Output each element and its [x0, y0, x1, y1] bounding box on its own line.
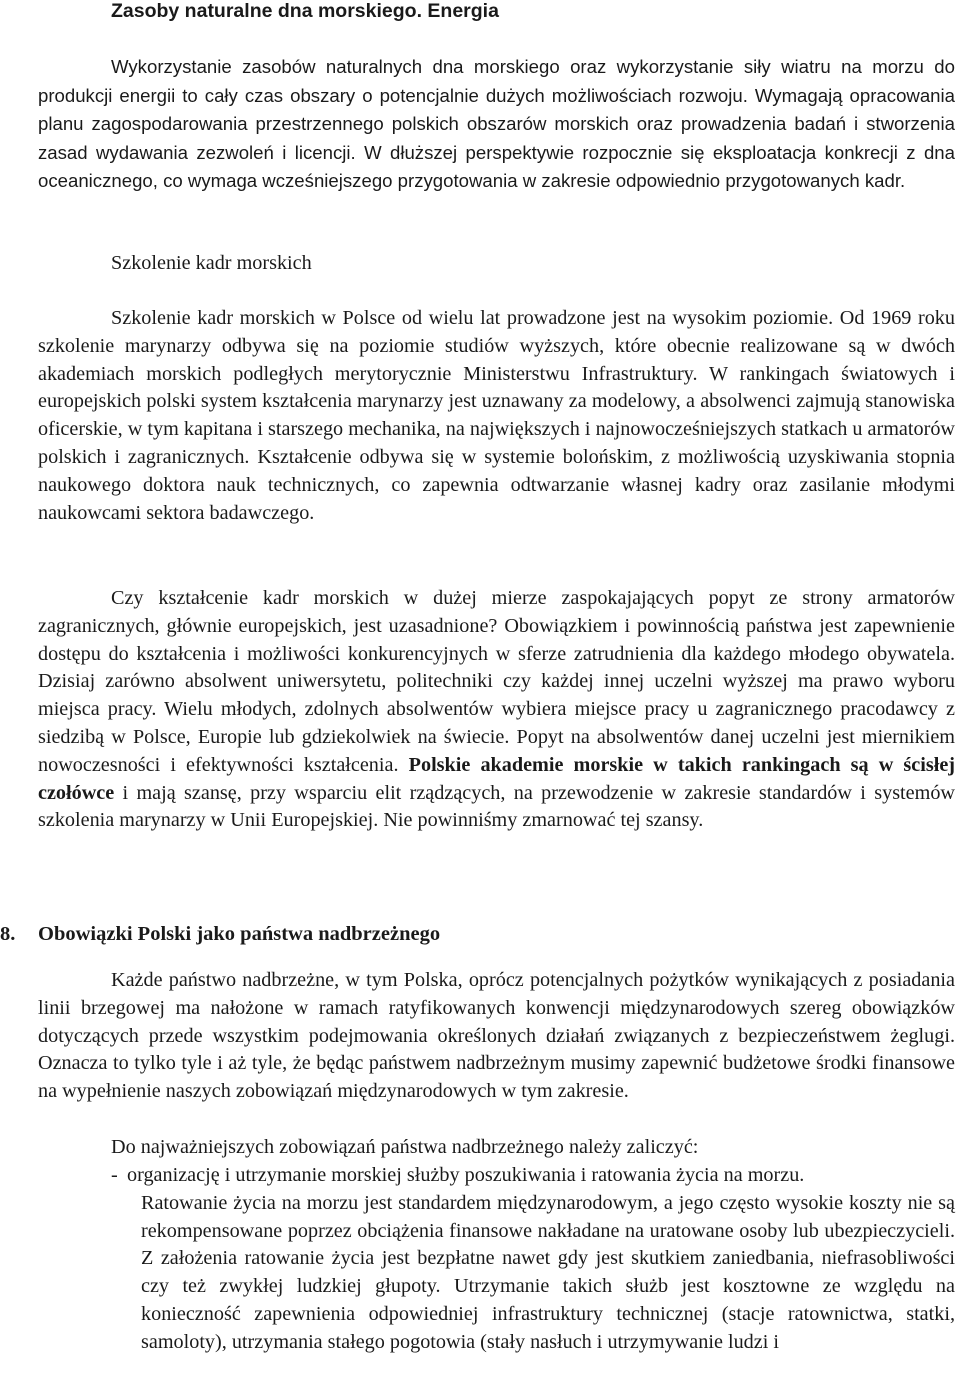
- energy-paragraph: Wykorzystanie zasobów naturalnych dna morskiego oraz wykorzystanie siły wiatru na morzu do produkcji energii to cały czas obszary o potencjalnie dużych możliwościach rozwoju. Wymagają opracowania planu zagospodarowania przestrzennego polskich obszarów morskich oraz prowadzenia badań i stworzenia zasad wydawania zezwoleń i licencji. W dłuższej perspektywie rozpocznie się eksploatacja konkrecji z dna oceanicznego, co wymaga wcześniejszego przygotowania w zakresie odpowiednio przygotowanych kadr.: [38, 56, 955, 191]
- list-dash: -: [111, 1164, 118, 1186]
- training-paragraph-2: [38, 585, 955, 835]
- training-heading: Szkolenie kadr morskich: [111, 252, 312, 274]
- section-8-title: Obowiązki Polski jako państwa nadbrzeżnego: [38, 923, 441, 945]
- training-paragraph-2-end: i mają szansę, przy wsparciu elit rządzących, na przewodzenie w zakresie standardów i systemów szkolenia marynarzy w Unii Europejskiej. Nie powinniśmy zmarnować tej szansy.: [38, 781, 955, 832]
- training-paragraph-2-emphasis: Polskie akademie morskie w takich rankingach są w ścisłej czołówce: [38, 753, 956, 804]
- training-paragraph-1: Szkolenie kadr morskich w Polsce od wielu lat prowadzone jest na wysokim poziomie. Od 1969 roku szkolenie marynarzy odbywa się na poziomie studiów wyższych, które obecnie realizowane są w dwóch akademiach morskich podległych merytorycznie Ministerstwu Infrastruktury. W rankingach światowych i europejskich polski system kształcenia marynarzy jest uznawany za modelowy, a absolwenci zajmują stanowiska oficerskie, w tym kapitana i starszego mechanika, na największych i najnowocześniejszych statkach u armatorów polskich i zagranicznych. Kształcenie odbywa się w systemie bolońskim, z możliwością uzyskiwania stopnia naukowego doktora nauk technicznych, co zapewnia odtwarzanie własnej kadry oraz zasilanie młodymi naukowcami sektora badawczego.: [38, 307, 955, 524]
- list-item-first-line: organizację i utrzymanie morskiej służby poszukiwania i ratowania życia na morzu.: [127, 1164, 805, 1186]
- section-8-paragraph-1: Każde państwo nadbrzeżne, w tym Polska, oprócz potencjalnych pożytków wynikających z posiadania linii brzegowej ma nałożone w ramach ratyfikowanych konwencji międzynarodowych szereg obowiązków dotyczących przede wszystkim podejmowania określonych działań związanych z bezpieczeństwem żeglugi. Oznacza to tylko tyle i aż tyle, że będąc państwem nadbrzeżnym musimy zapewnić budżetowe środki finansowe na wypełnienie naszych zobowiązań międzynarodowych w tym zakresie.: [38, 969, 955, 1103]
- section-8-heading: [0, 920, 440, 948]
- section-8-paragraph-2: Do najważniejszych zobowiązań państwa nadbrzeżnego należy zaliczyć:: [111, 1136, 699, 1158]
- section-8-number: 8.: [0, 923, 16, 945]
- training-paragraph-2-start: Czy kształcenie kadr morskich w dużej mierze zaspokajających popyt ze strony armatorów zagranicznych, głównie europejskich, jest uzasadnione? Obowiązkiem i powinnością państwa jest zapewnienie dostępu do kształcenia i możliwości konkurencyjnych w sferze zatrudnienia dla każdego młodego obywatela. Dzisiaj zarówno absolwent uniwersytetu, politechniki czy każdej innej uczelni wyższej ma prawo wyboru miejsca pracy. Wielu młodych, zdolnych absolwentów wybiera miejsce pracy u zagranicznego pracodawcy z siedzibą w Polsce, Europie lub gdziekolwiek na świecie. Popyt na absolwentów danej uczelni jest miernikiem nowoczesności i efektywności kształcenia.: [38, 587, 955, 776]
- section-title-energy: Zasoby naturalne dna morskiego. Energia: [111, 0, 499, 22]
- list-item-continuation: Ratowanie życia na morzu jest standardem międzynarodowym, a jego często wysokie koszty nie są rekompensowane poprzez obciążenia finansowe nakładane na uratowane osoby lub ubezpieczycieli. Z założenia ratowanie życia jest bezpłatne nawet gdy jest skutkiem zaniedbania, niefrasobliwości czy też zwykłej ludzkiej głupoty. Utrzymanie takich służb jest kosztowne ze względu na konieczność zapewnienia odpowiedniej infrastruktury technicznej (stacje ratownictwa, statki, samoloty), utrzymania stałego pogotowia (stały nasłuch i utrzymywanie ludzi i: [141, 1191, 955, 1353]
- list-item-search-rescue: [111, 1162, 955, 1357]
